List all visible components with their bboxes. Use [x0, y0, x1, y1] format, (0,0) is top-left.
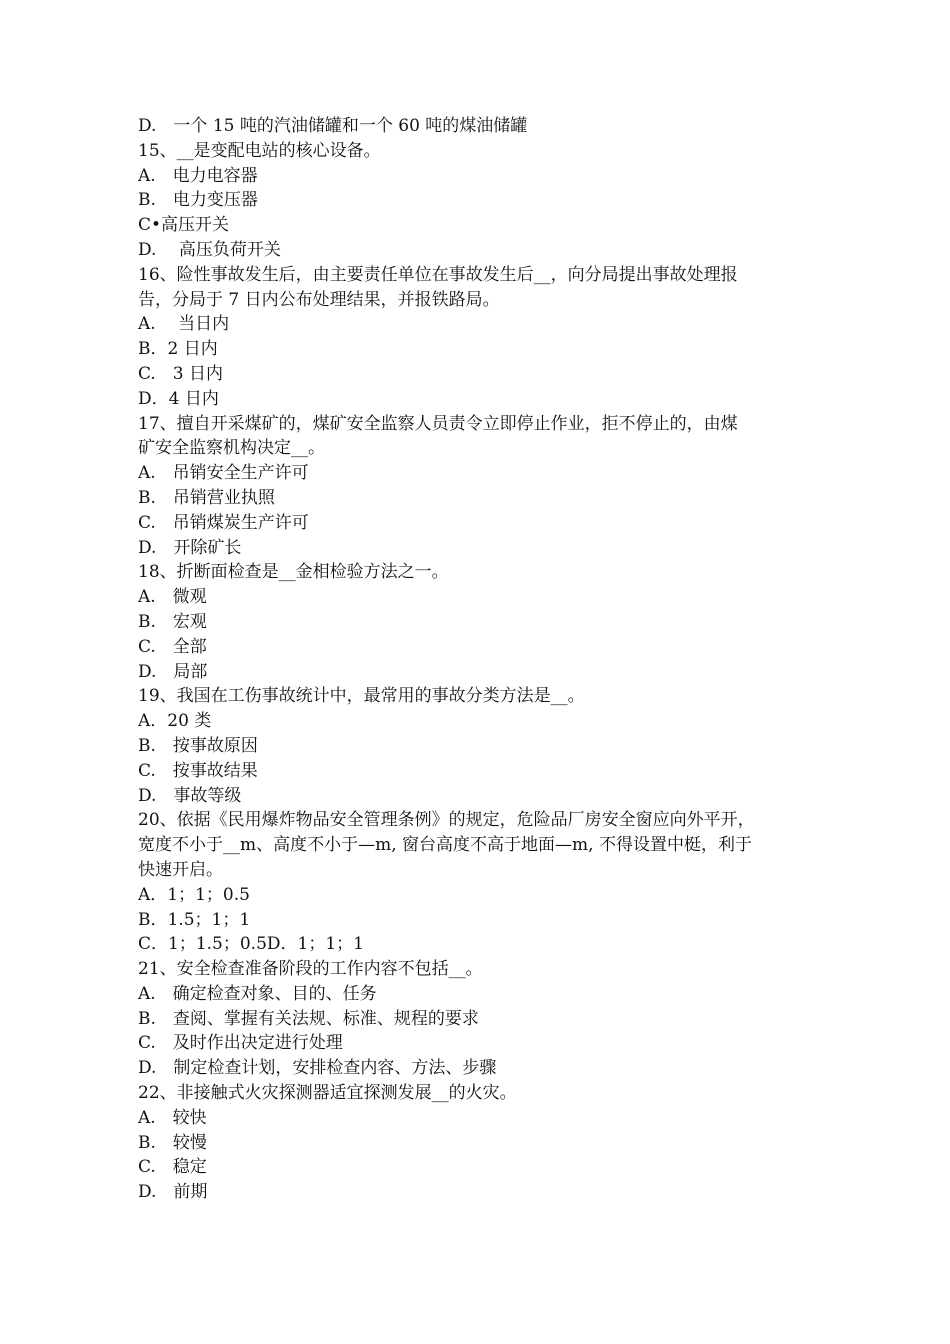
- text-line: D. 制定检查计划，安排检查内容、方法、步骤: [138, 1058, 497, 1079]
- text-line: 22、非接触式火灾探测器适宜探测发展__的火灾。: [138, 1083, 517, 1104]
- document-body: [138, 114, 818, 1205]
- text-line: C•高压开关: [138, 215, 230, 236]
- text-line: 16、险性事故发生后，由主要责任单位在事故发生后__，向分局提出事故处理报: [138, 264, 738, 285]
- text-line: A. 吊销安全生产许可: [138, 463, 309, 484]
- text-line: A．20 类: [138, 711, 212, 732]
- text-line: D. 前期: [138, 1182, 208, 1203]
- text-line: A. 微观: [138, 587, 207, 608]
- text-line: A．1；1；0.5: [138, 884, 250, 905]
- text-line: B．1.5；1；1: [138, 909, 251, 930]
- text-line: B. 宏观: [138, 611, 207, 632]
- text-line: A. 电力电容器: [138, 165, 258, 186]
- text-line: A. 当日内: [138, 314, 230, 335]
- text-line: 17、擅自开采煤矿的，煤矿安全监察人员责令立即停止作业，拒不停止的，由煤: [138, 413, 738, 434]
- text-line: C. 全部: [138, 636, 207, 657]
- text-line: 20、依据《民用爆炸物品安全管理条例》的规定，危险品厂房安全窗应向外平开，: [138, 810, 755, 831]
- text-line: 19、我国在工伤事故统计中，最常用的事故分类方法是__。: [138, 686, 585, 707]
- text-line: B. 电力变压器: [138, 190, 258, 211]
- text-line: B. 查阅、掌握有关法规、标准、规程的要求: [138, 1008, 479, 1029]
- text-line: A. 确定检查对象、目的、任务: [138, 983, 377, 1004]
- text-line: 宽度不小于__m、高度不小于—m, 窗台高度不高于地面—m, 不得设置中梃，利于: [138, 835, 752, 856]
- text-line: C. 3 日内: [138, 363, 224, 384]
- text-line: C. 稳定: [138, 1157, 207, 1178]
- text-line: 18、折断面检查是__金相检验方法之一。: [138, 562, 449, 583]
- text-line: A. 较快: [138, 1107, 207, 1128]
- text-line: C. 及时作出决定进行处理: [138, 1033, 343, 1054]
- text-line: 21、安全检查准备阶段的工作内容不包括__。: [138, 959, 483, 980]
- text-line: D. 高压负荷开关: [138, 239, 281, 260]
- text-line: B．2 日内: [138, 339, 218, 360]
- text-line: 15、__是变配电站的核心设备。: [138, 140, 381, 161]
- text-line: B. 较慢: [138, 1132, 207, 1153]
- text-line: 告，分局于 7 日内公布处理结果，并报铁路局。: [138, 289, 500, 310]
- text-line: D. 局部: [138, 661, 208, 682]
- text-line: 快速开启。: [138, 859, 223, 880]
- text-line: C. 吊销煤炭生产许可: [138, 512, 309, 533]
- text-line: 矿安全监察机构决定__。: [138, 438, 325, 459]
- text-line: D. 一个 15 吨的汽油储罐和一个 60 吨的煤油储罐: [138, 116, 528, 136]
- text-line: C. 按事故结果: [138, 760, 258, 781]
- text-line: B. 吊销营业执照: [138, 487, 275, 508]
- text-line: C．1；1.5；0.5D．1；1；1: [138, 934, 364, 955]
- text-line: D．4 日内: [138, 388, 219, 409]
- text-line: D. 开除矿长: [138, 537, 242, 558]
- text-line: B. 按事故原因: [138, 735, 258, 756]
- text-line: D. 事故等级: [138, 785, 242, 806]
